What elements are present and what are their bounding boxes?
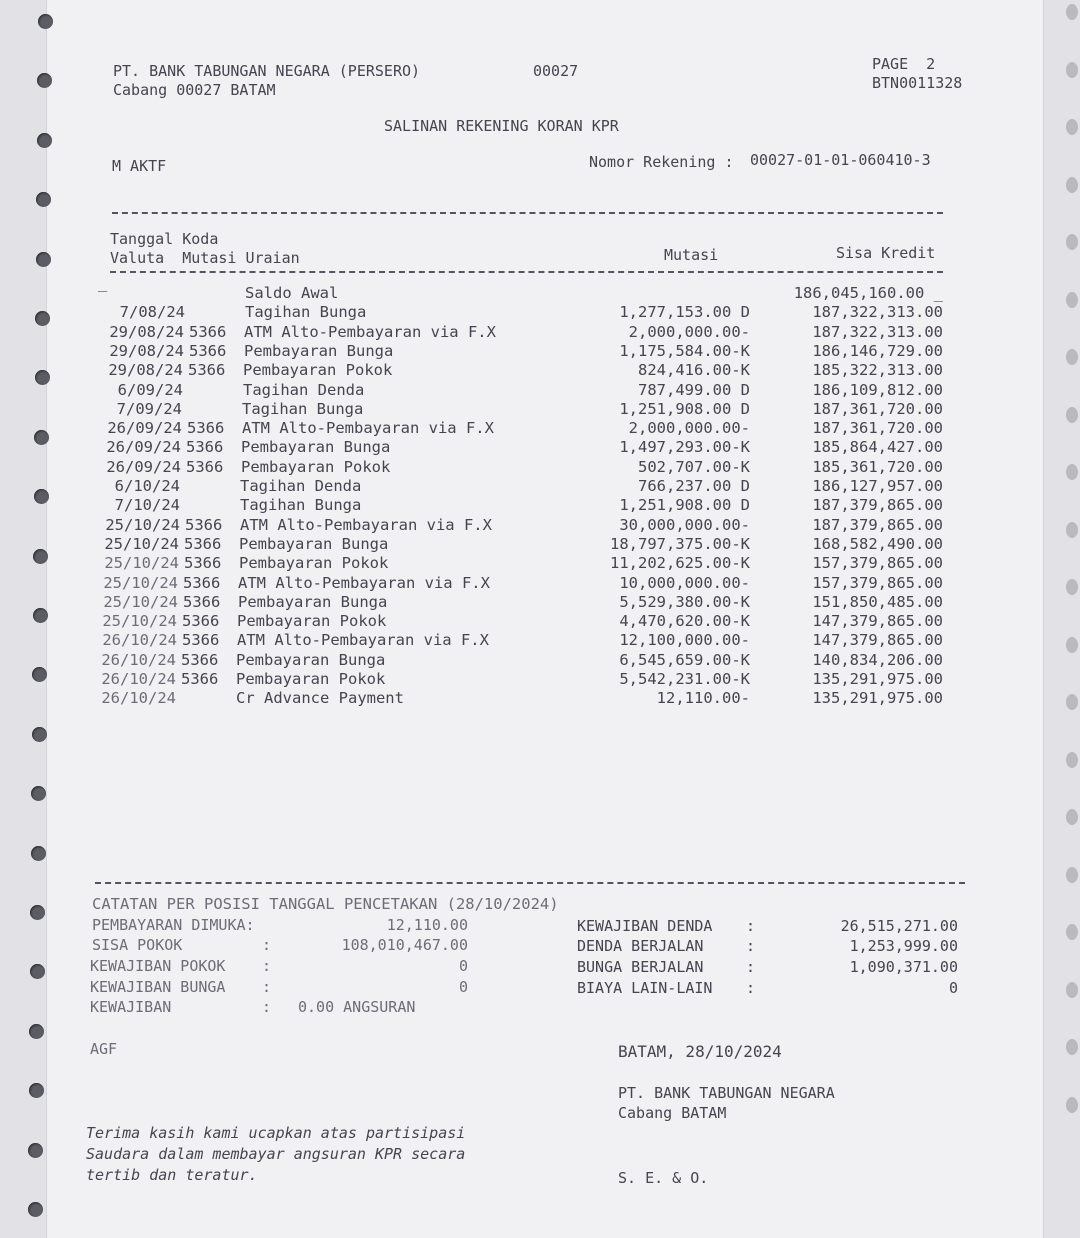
account-status: M AKTF: [112, 157, 167, 175]
transaction-amount: 6,545,659.00-K: [619, 650, 750, 669]
divider-header: [110, 271, 943, 273]
transaction-row: [0, 516, 1080, 535]
summary-left-value: 108,010,467.00: [341, 936, 468, 954]
transaction-date: 26/10/24: [102, 631, 177, 650]
transaction-amount: 1,251,908.00 D: [619, 399, 750, 418]
transaction-amount: 1,277,153.00 D: [619, 303, 750, 322]
transaction-amount: 30,000,000.00-: [619, 515, 750, 534]
sprocket-hole: [1066, 177, 1078, 193]
transaction-description: Pembayaran Pokok: [236, 670, 386, 688]
transaction-code: 5366: [182, 612, 220, 631]
transaction-balance: 186,109,812.00: [812, 380, 943, 399]
transaction-description: Pembayaran Bunga: [236, 650, 386, 669]
transaction-row: [0, 323, 1080, 342]
sprocket-hole: [37, 133, 52, 148]
footer-signer-branch: Cabang BATAM: [618, 1104, 727, 1122]
transaction-date: 29/08/24: [109, 341, 184, 360]
transaction-amount: 5,542,231.00-K: [619, 670, 750, 688]
transaction-description: Pembayaran Bunga: [241, 438, 391, 457]
summary-left-label: PEMBAYARAN DIMUKA:: [92, 916, 255, 934]
transaction-date: 25/10/24: [103, 592, 178, 611]
transaction-row: [0, 612, 1080, 631]
account-number-label: Nomor Rekening :: [589, 153, 734, 171]
transaction-code: 5366: [182, 631, 220, 650]
transaction-code: 5366: [185, 515, 223, 534]
sprocket-hole: [1066, 752, 1078, 768]
summary-left-colon: :: [262, 978, 272, 996]
branch-name: Cabang 00027 BATAM: [113, 81, 276, 99]
sprocket-hole: [1066, 982, 1078, 998]
transaction-amount: 10,000,000.00-: [619, 573, 750, 592]
transaction-date: 26/10/24: [101, 689, 176, 708]
transaction-amount: 12,110.00-: [656, 689, 750, 708]
summary-right-colon: :: [746, 979, 756, 997]
transaction-row: [0, 670, 1080, 689]
transaction-description: ATM Alto-Pembayaran via F.X: [240, 515, 492, 534]
transaction-date: 25/10/24: [102, 612, 177, 631]
footer-sign-off: S. E. & O.: [618, 1169, 709, 1187]
transaction-amount: 502,707.00-K: [638, 457, 750, 476]
transaction-description: Tagihan Bunga: [240, 496, 362, 515]
transaction-row: [0, 689, 1080, 708]
summary-left-label: KEWAJIBAN: [90, 998, 172, 1016]
transaction-balance: 135,291,975.00: [812, 670, 943, 688]
transaction-row: [0, 400, 1080, 419]
transaction-date: 25/10/24: [105, 515, 180, 534]
divider-summary: [95, 882, 965, 884]
col-header-sisa-kredit: Sisa Kredit: [836, 244, 936, 262]
summary-right-colon: :: [746, 917, 756, 935]
sprocket-hole: [1066, 1039, 1078, 1055]
transaction-description: ATM Alto-Pembayaran via F.X: [244, 322, 496, 341]
footer-place-date: BATAM, 28/10/2024: [618, 1042, 782, 1061]
footer-signer-bank: PT. BANK TABUNGAN NEGARA: [618, 1084, 835, 1102]
transaction-date: 29/08/24: [109, 322, 184, 341]
summary-right-label: BIAYA LAIN-LAIN: [577, 979, 713, 997]
summary-left-colon: :: [262, 957, 272, 975]
transaction-description: ATM Alto-Pembayaran via F.X: [238, 573, 490, 592]
summary-heading: CATATAN PER POSISI TANGGAL PENCETAKAN (28/10/2024): [92, 895, 559, 913]
transaction-row: [0, 535, 1080, 554]
transaction-code: 5366: [183, 592, 221, 611]
transaction-balance: 185,322,313.00: [812, 361, 943, 380]
account-number: 00027-01-01-060410-3: [750, 151, 931, 169]
summary-left-label: SISA POKOK: [92, 936, 183, 954]
summary-right-label: DENDA BERJALAN: [577, 937, 704, 955]
transaction-row: [0, 303, 1080, 322]
transaction-row: [0, 631, 1080, 650]
transaction-description: Tagihan Denda: [240, 477, 362, 495]
transaction-balance: 187,322,313.00: [812, 322, 943, 341]
sprocket-hole: [28, 1143, 43, 1158]
summary-left-value: 0: [458, 978, 468, 996]
summary-right-value: 1,090,371.00: [849, 958, 958, 976]
transaction-row: [0, 438, 1080, 457]
transaction-description: Cr Advance Payment: [236, 689, 404, 708]
summary-left-value: 12,110.00: [386, 916, 468, 934]
transaction-code: 5366: [186, 457, 224, 476]
transaction-balance: 147,379,865.00: [812, 631, 943, 650]
transaction-code: 5366: [181, 670, 219, 688]
transaction-description: Tagihan Bunga: [242, 399, 364, 418]
transaction-date: 7/08/24: [119, 303, 185, 322]
transaction-amount: 11,202,625.00-K: [610, 554, 750, 573]
summary-right-value: 0: [948, 979, 958, 997]
summary-right-value: 26,515,271.00: [840, 917, 958, 935]
transaction-balance: 151,850,485.00: [812, 592, 943, 611]
transaction-description: Pembayaran Pokok: [239, 554, 389, 573]
bank-name: PT. BANK TABUNGAN NEGARA (PERSERO): [113, 62, 421, 80]
opening-balance-marker: _: [98, 274, 108, 292]
transaction-date: 26/09/24: [106, 438, 181, 457]
transaction-amount: 4,470,620.00-K: [619, 612, 750, 631]
sprocket-hole: [29, 1024, 44, 1039]
summary-left-value: 0.00 ANGSURAN: [298, 998, 416, 1016]
transaction-date: 6/10/24: [114, 477, 180, 495]
transaction-row: [0, 574, 1080, 593]
sprocket-hole: [1066, 924, 1078, 940]
sprocket-hole: [38, 14, 53, 29]
transaction-row: [0, 554, 1080, 573]
sprocket-hole: [36, 252, 51, 267]
transaction-code: 5366: [189, 341, 227, 360]
transaction-balance: 186,045,160.00 _: [793, 284, 943, 302]
sprocket-hole: [1066, 867, 1078, 883]
transaction-balance: 186,146,729.00: [812, 341, 943, 360]
transaction-date: 7/09/24: [116, 399, 182, 418]
transaction-code: 5366: [181, 650, 219, 669]
sprocket-hole: [31, 846, 46, 861]
transaction-row: [0, 381, 1080, 400]
transaction-balance: 187,379,865.00: [812, 515, 943, 534]
footer-thanks-line-2: Saudara dalam membayar angsuran KPR secara: [86, 1145, 466, 1163]
transaction-amount: 766,237.00 D: [638, 477, 750, 495]
sprocket-hole: [1066, 234, 1078, 250]
transaction-date: 25/10/24: [103, 573, 178, 592]
transaction-amount: 2,000,000.00-: [628, 322, 750, 341]
sprocket-hole: [1066, 1097, 1078, 1113]
transaction-amount: 18,797,375.00-K: [610, 534, 750, 553]
transaction-row: [0, 458, 1080, 477]
transaction-description: Saldo Awal: [245, 284, 339, 302]
transaction-amount: 824,416.00-K: [638, 361, 750, 380]
summary-right-colon: :: [746, 937, 756, 955]
transaction-description: Pembayaran Bunga: [239, 534, 389, 553]
summary-right-value: 1,253,999.00: [849, 937, 958, 955]
col-header-tanggal-kode: Tanggal Koda: [110, 230, 219, 248]
sprocket-hole: [1066, 62, 1078, 78]
sprocket-hole: [32, 727, 47, 742]
transaction-date: 25/10/24: [104, 534, 179, 553]
transaction-balance: 168,582,490.00: [812, 534, 943, 553]
transaction-row: [0, 361, 1080, 380]
transaction-code: 5366: [189, 322, 227, 341]
transaction-description: ATM Alto-Pembayaran via F.X: [242, 419, 494, 438]
transaction-description: Tagihan Denda: [243, 380, 365, 399]
transaction-balance: 157,379,865.00: [812, 554, 943, 573]
transaction-row: [0, 419, 1080, 438]
transaction-description: Pembayaran Bunga: [238, 592, 388, 611]
transaction-balance: 187,322,313.00: [812, 303, 943, 322]
transaction-balance: 135,291,975.00: [812, 689, 943, 708]
footer-code: AGF: [90, 1040, 118, 1058]
transaction-amount: 787,499.00 D: [638, 380, 750, 399]
transaction-description: Pembayaran Bunga: [244, 341, 394, 360]
summary-left-colon: :: [262, 998, 272, 1016]
transaction-date: 26/09/24: [107, 419, 182, 438]
transaction-balance: 187,361,720.00: [812, 419, 943, 438]
transaction-code: 5366: [186, 438, 224, 457]
transaction-date: 26/10/24: [101, 650, 176, 669]
summary-left-value: 0: [458, 957, 468, 975]
transaction-balance: 157,379,865.00: [812, 573, 943, 592]
page-number: PAGE 2: [872, 55, 936, 73]
document-code: BTN0011328: [872, 74, 963, 92]
transaction-balance: 185,864,427.00: [812, 438, 943, 457]
transaction-amount: 12,100,000.00-: [619, 631, 750, 650]
footer-thanks-line-3: tertib dan teratur.: [86, 1166, 258, 1184]
statement-title: SALINAN REKENING KORAN KPR: [384, 117, 619, 135]
transaction-description: Pembayaran Pokok: [241, 457, 391, 476]
transaction-date: 6/09/24: [117, 380, 183, 399]
sprocket-hole: [28, 1202, 43, 1217]
col-header-mutasi: Mutasi: [664, 246, 719, 264]
transaction-balance: 187,361,720.00: [812, 399, 943, 418]
sprocket-hole: [1066, 4, 1078, 20]
transaction-balance: 140,834,206.00: [812, 650, 943, 669]
transaction-description: Pembayaran Pokok: [237, 612, 387, 631]
transaction-row: [0, 477, 1080, 496]
branch-code: 00027: [533, 62, 579, 80]
transaction-balance: 186,127,957.00: [812, 477, 943, 495]
transaction-code: 5366: [183, 573, 221, 592]
transaction-description: Pembayaran Pokok: [243, 361, 393, 380]
summary-right-label: KEWAJIBAN DENDA: [577, 917, 713, 935]
transaction-code: 5366: [187, 419, 225, 438]
transaction-row: [0, 593, 1080, 612]
transaction-code: 5366: [184, 534, 222, 553]
transaction-row: [0, 274, 1080, 303]
transaction-amount: 2,000,000.00-: [628, 419, 750, 438]
transaction-balance: 187,379,865.00: [812, 496, 943, 515]
transaction-row: [0, 342, 1080, 361]
col-header-valuta-mutasi-uraian: Valuta Mutasi Uraian: [110, 249, 300, 267]
transaction-balance: 185,361,720.00: [812, 457, 943, 476]
divider-top: [112, 212, 943, 214]
summary-left-colon: :: [262, 936, 272, 954]
transaction-date: 25/10/24: [104, 554, 179, 573]
transaction-code: 5366: [184, 554, 222, 573]
transaction-amount: 5,529,380.00-K: [619, 592, 750, 611]
summary-left-label: KEWAJIBAN POKOK: [90, 957, 226, 975]
sprocket-hole: [1066, 119, 1078, 135]
transaction-date: 7/10/24: [114, 496, 180, 515]
summary-right-label: BUNGA BERJALAN: [577, 958, 704, 976]
transaction-code: 5366: [188, 361, 226, 380]
transaction-row: [0, 496, 1080, 515]
summary-left-label: KEWAJIBAN BUNGA: [90, 978, 226, 996]
sprocket-hole: [1066, 809, 1078, 825]
transaction-amount: 1,497,293.00-K: [619, 438, 750, 457]
transaction-date: 29/08/24: [108, 361, 183, 380]
sprocket-hole: [30, 905, 45, 920]
summary-right-colon: :: [746, 958, 756, 976]
transaction-balance: 147,379,865.00: [812, 612, 943, 631]
transaction-date: 26/10/24: [101, 670, 176, 688]
transaction-date: 26/09/24: [106, 457, 181, 476]
footer-thanks-line-1: Terima kasih kami ucapkan atas partisipasi: [86, 1124, 466, 1142]
transaction-description: ATM Alto-Pembayaran via F.X: [237, 631, 489, 650]
transaction-description: Tagihan Bunga: [245, 303, 367, 322]
transaction-amount: 1,175,584.00-K: [619, 341, 750, 360]
transaction-row: [0, 651, 1080, 670]
transaction-amount: 1,251,908.00 D: [619, 496, 750, 515]
